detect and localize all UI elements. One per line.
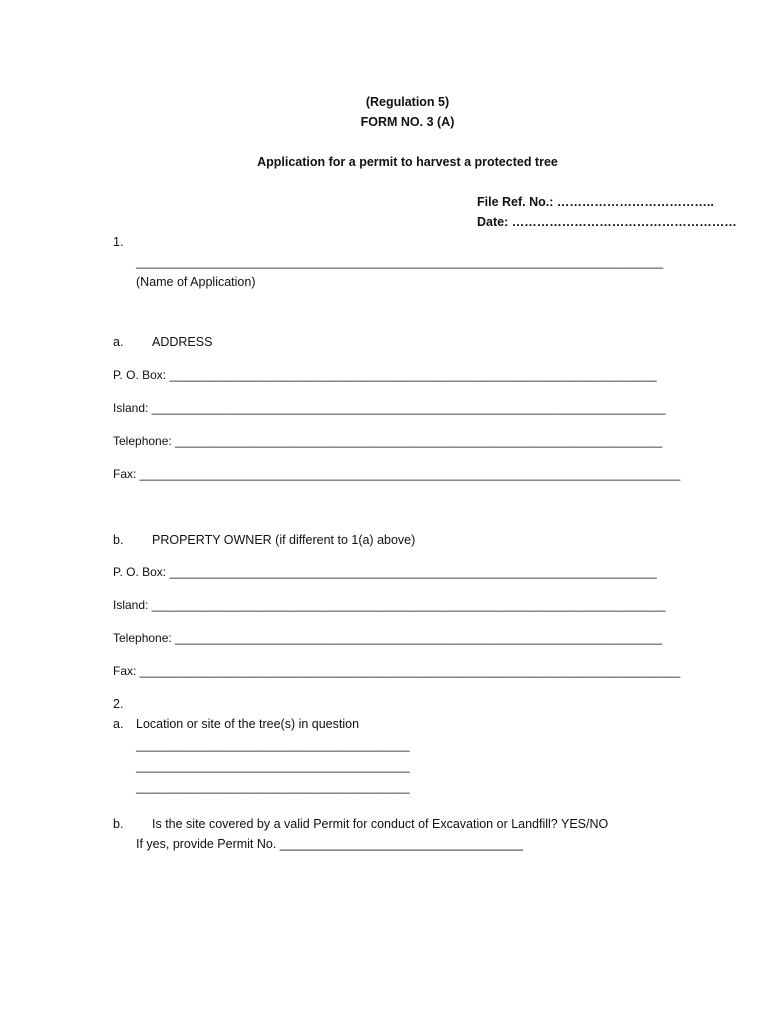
file-ref-field[interactable]: File Ref. No.: ……………………………….. <box>477 195 714 209</box>
address-letter: a. <box>113 335 124 349</box>
applicant-name-caption: (Name of Application) <box>136 275 256 289</box>
owner-letter: b. <box>113 533 124 547</box>
section-1-number: 1. <box>113 235 124 249</box>
permit-number-field[interactable]: If yes, provide Permit No. ___________________________________ <box>136 837 524 851</box>
page-title: Application for a permit to harvest a protected tree <box>257 155 558 169</box>
address-fax-field[interactable]: Fax: _________________________________________________________________________________ <box>113 467 681 481</box>
date-field[interactable]: Date: ……………………………………………… <box>477 215 737 229</box>
owner-fax-field[interactable]: Fax: _________________________________________________________________________________ <box>113 664 681 678</box>
address-telephone-field[interactable]: Telephone: _________________________________________________________________________ <box>113 434 663 448</box>
applicant-name-field[interactable]: _______________________________________________________________________________ <box>136 255 664 269</box>
location-line[interactable]: _________________________________________ <box>136 759 410 773</box>
owner-island-field[interactable]: Island: _____________________________________________________________________________ <box>113 598 666 612</box>
address-po-box-field[interactable]: P. O. Box: _________________________________________________________________________ <box>113 368 657 382</box>
owner-telephone-field[interactable]: Telephone: _________________________________________________________________________ <box>113 631 663 645</box>
location-line[interactable]: _________________________________________ <box>136 738 410 752</box>
permit-question: Is the site covered by a valid Permit for conduct of Excavation or Landfill? YES/NO <box>152 817 609 831</box>
address-island-field[interactable]: Island: _____________________________________________________________________________ <box>113 401 666 415</box>
address-heading: ADDRESS <box>152 335 213 349</box>
location-question: Location or site of the tree(s) in question <box>136 717 360 731</box>
location-letter: a. <box>113 717 124 731</box>
location-line[interactable]: _________________________________________ <box>136 780 410 794</box>
owner-heading: PROPERTY OWNER (if different to 1(a) above) <box>152 533 416 547</box>
form-number: FORM NO. 3 (A) <box>360 115 455 129</box>
section-2-number: 2. <box>113 697 124 711</box>
owner-po-box-field[interactable]: P. O. Box: _________________________________________________________________________ <box>113 565 657 579</box>
regulation-label: (Regulation 5) <box>365 95 450 109</box>
permit-letter: b. <box>113 817 124 831</box>
